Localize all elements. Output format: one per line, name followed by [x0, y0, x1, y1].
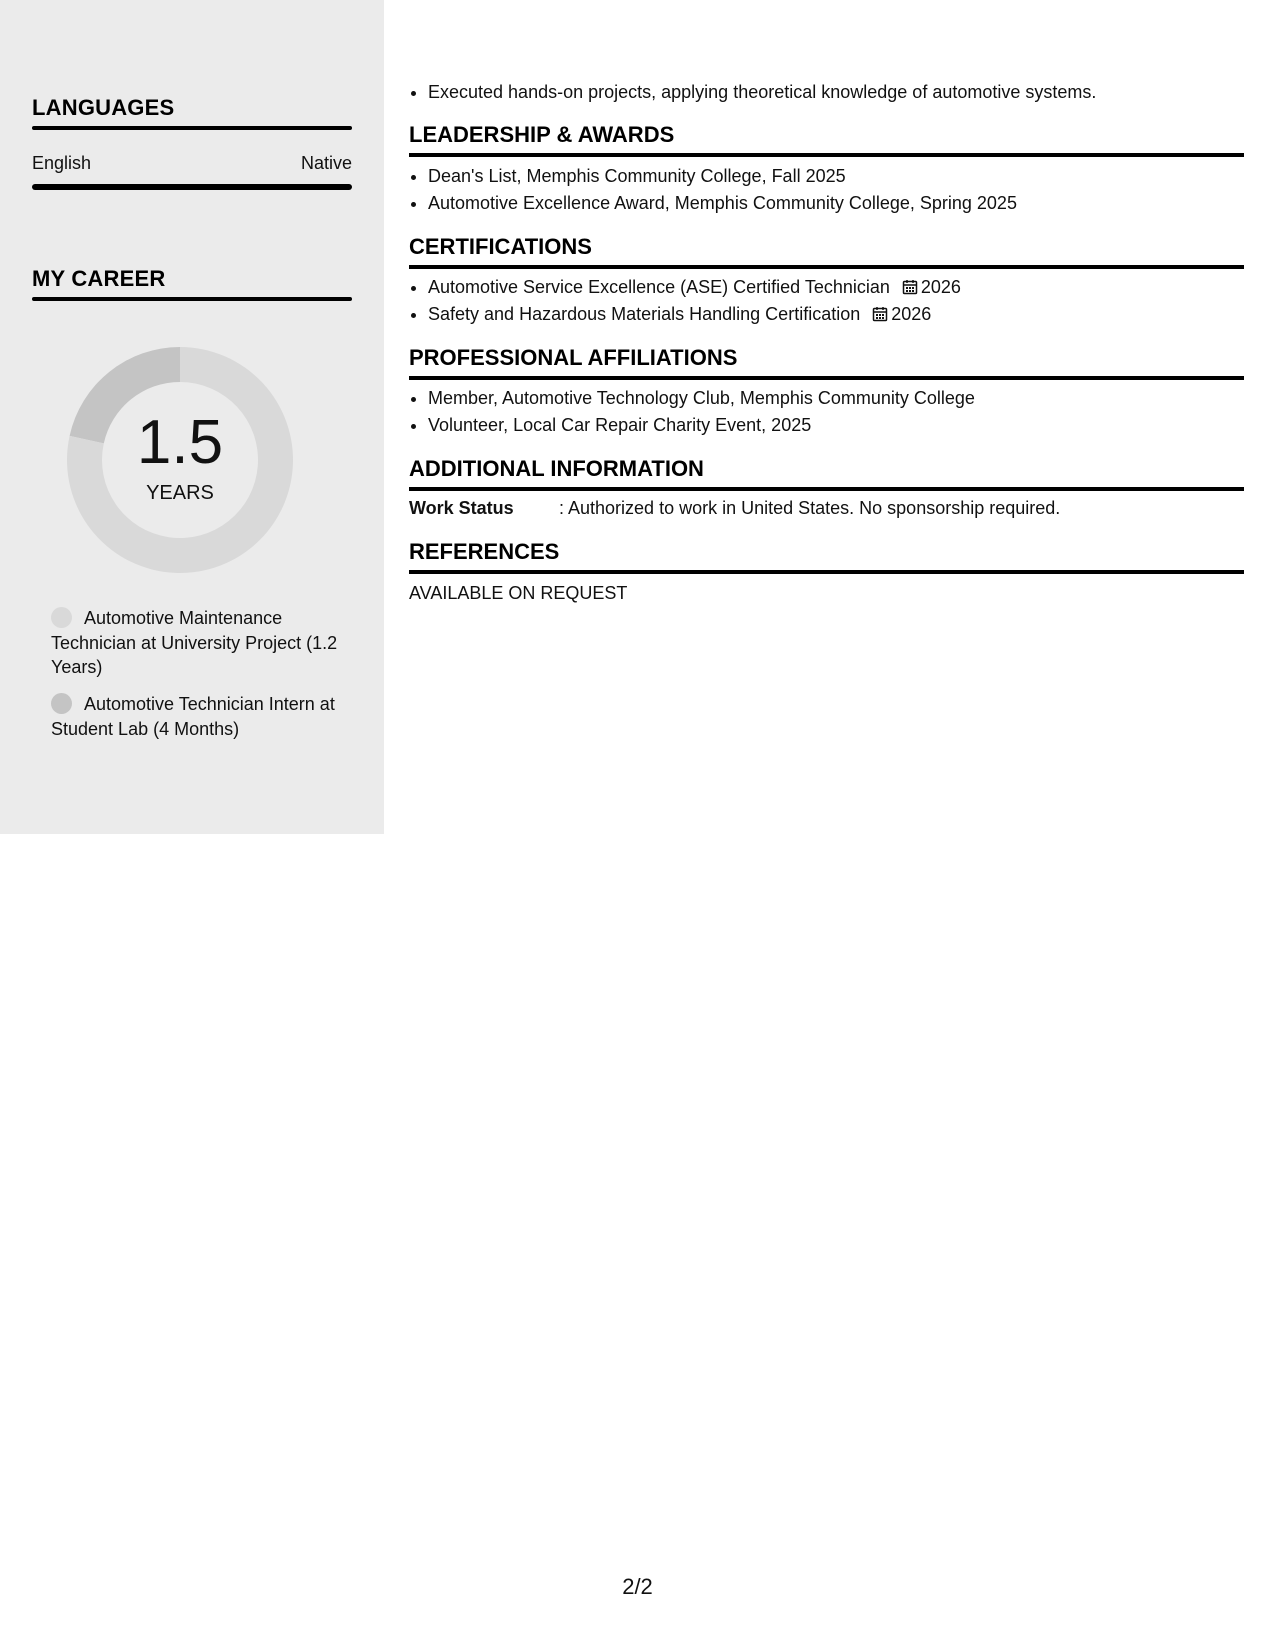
references-heading: REFERENCES [409, 539, 560, 564]
career-legend-label: Automotive Maintenance Technician at University Project (1.2 Years) [51, 608, 338, 677]
page-number: 2/2 [622, 1574, 653, 1599]
career-total-unit: YEARS [146, 482, 214, 504]
certification-name: Safety and Hazardous Materials Handling Certification [428, 304, 861, 324]
leadership-heading-rule [409, 153, 1244, 157]
leadership-list [409, 163, 1263, 217]
sidebar [0, 0, 384, 834]
work-status-row [409, 498, 1060, 519]
certification-year: 2026 [920, 277, 961, 297]
language-level-bar [32, 184, 352, 190]
career-legend-item [51, 692, 341, 741]
list-item: • Dean's List, Memphis Community College, Fall 2025 [428, 163, 1263, 190]
work-status-value: : Authorized to work in United States. No sponsorship required. [559, 498, 1061, 518]
career-heading: MY CAREER [32, 266, 166, 291]
calendar-icon [902, 279, 918, 295]
affiliations-heading-rule [409, 376, 1244, 380]
certifications-heading: CERTIFICATIONS [409, 234, 592, 259]
affiliations-heading: PROFESSIONAL AFFILIATIONS [409, 345, 738, 370]
leadership-heading: LEADERSHIP & AWARDS [409, 122, 675, 147]
list-item [428, 274, 1263, 301]
legend-dot-icon [51, 693, 72, 714]
language-row [32, 153, 352, 174]
references-heading-rule [409, 570, 1244, 574]
language-level: Native [300, 153, 352, 173]
list-item [428, 301, 1263, 328]
certifications-list [409, 274, 1263, 328]
career-legend-item [51, 606, 341, 680]
additional-info-heading: ADDITIONAL INFORMATION [409, 456, 704, 481]
career-legend-label: Automotive Technician Intern at Student Lab (4 Months) [51, 694, 335, 739]
language-name: English [32, 153, 92, 173]
career-heading-rule [32, 297, 352, 301]
references-text: AVAILABLE ON REQUEST [409, 583, 628, 603]
list-item: • Automotive Excellence Award, Memphis Community College, Spring 2025 [428, 190, 1263, 217]
languages-heading: LANGUAGES [32, 95, 175, 120]
legend-dot-icon [51, 607, 72, 628]
list-item: • Member, Automotive Technology Club, Memphis Community College [428, 385, 1263, 412]
list-item: • Executed hands-on projects, applying theoretical knowledge of automotive systems. [428, 79, 1263, 106]
work-status-label: Work Status [409, 498, 514, 518]
career-total-value: 1.5 [136, 408, 224, 477]
languages-heading-rule [32, 126, 352, 130]
certification-name: Automotive Service Excellence (ASE) Certified Technician [428, 277, 890, 297]
additional-info-heading-rule [409, 487, 1244, 491]
experience-bullets [409, 79, 1263, 106]
affiliations-list [409, 385, 1263, 439]
calendar-icon [872, 306, 888, 322]
certifications-heading-rule [409, 265, 1244, 269]
list-item: • Volunteer, Local Car Repair Charity Event, 2025 [428, 412, 1263, 439]
certification-year: 2026 [891, 304, 932, 324]
